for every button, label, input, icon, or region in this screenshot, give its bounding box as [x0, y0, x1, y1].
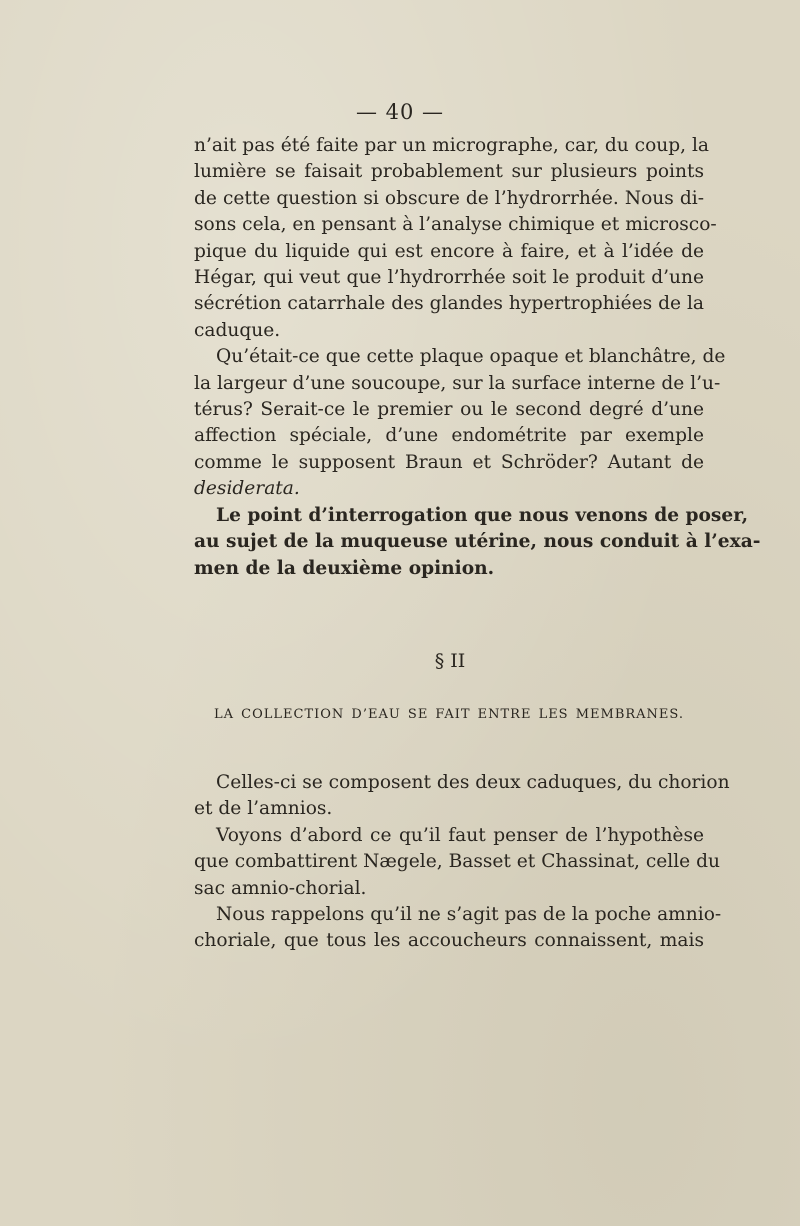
text-line: térus? Serait-ce le premier ou le second degré d’une: [194, 399, 704, 421]
paragraph-block-bottom: [194, 770, 730, 955]
text-line: et de l’amnios.: [194, 798, 333, 820]
page-number: — 40 —: [355, 100, 445, 124]
paragraph-block-top: [194, 133, 761, 582]
text-line: Voyons d’abord ce qu’il faut penser de l’hypothèse: [216, 824, 704, 846]
text-line: men de la deuxième opinion.: [194, 557, 495, 579]
text-line: Le point d’interrogation que nous venons de poser,: [216, 504, 749, 526]
text-line: Nous rappelons qu’il ne s’agit pas de la poche amnio-: [216, 904, 722, 926]
text-line: Hégar, qui veut que l’hydrorrhée soit le produit d’une: [194, 267, 704, 289]
text-line: sons cela, en pensant à l’analyse chimique et microsco-: [194, 214, 717, 236]
text-line: comme le supposent Braun et Schröder? Autant de: [194, 451, 704, 473]
text-line: de cette question si obscure de l’hydrorrhée. Nous di-: [194, 187, 704, 209]
text-line: affection spéciale, d’une endométrite par exemple: [194, 425, 704, 447]
section-title: LA COLLECTION D’EAU SE FAIT ENTRE LES MEMBRANES.: [214, 707, 684, 722]
text-line: la largeur d’une soucoupe, sur la surface interne de l’u-: [194, 372, 721, 394]
text-line: pique du liquide qui est encore à faire, et à l’idée de: [194, 240, 704, 262]
text-line: Qu’était-ce que cette plaque opaque et blanchâtre, de: [216, 346, 726, 368]
section-mark: § II: [434, 650, 466, 672]
text-line: lumière se faisait probablement sur plusieurs points: [194, 161, 704, 183]
text-line: que combattirent Nægele, Basset et Chassinat, celle du: [194, 851, 720, 873]
text-line: n’ait pas été faite par un micrographe, car, du coup, la: [194, 135, 710, 156]
text-line: desiderata.: [194, 478, 300, 500]
text-line: sécrétion catarrhale des glandes hypertrophiées de la: [194, 293, 704, 315]
text-line: au sujet de la muqueuse utérine, nous conduit à l’exa-: [194, 531, 761, 553]
text-line: caduque.: [194, 319, 281, 341]
text-line: choriale, que tous les accoucheurs connaissent, mais: [194, 930, 704, 952]
text-line: Celles-ci se composent des deux caduques, du chorion: [216, 772, 730, 793]
text-line: sac amnio-chorial.: [194, 877, 367, 899]
